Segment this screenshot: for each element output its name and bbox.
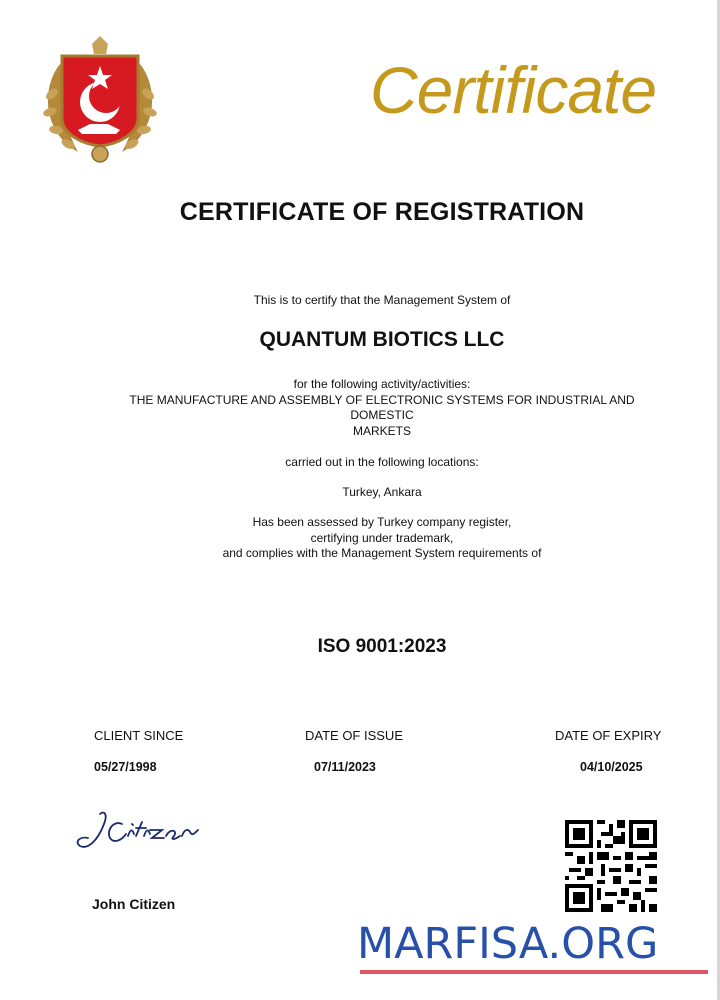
activity-line-1: THE MANUFACTURE AND ASSEMBLY OF ELECTRONIC SYSTEMS FOR INDUSTRIAL AND [129, 392, 635, 407]
client-since-label: CLIENT SINCE [94, 728, 184, 743]
qr-code-icon [565, 820, 657, 912]
assessment-line-2: certifying under trademark, [310, 530, 454, 545]
certificate-heading: Certificate [370, 53, 657, 127]
activity-lead: for the following activity/activities: [293, 377, 471, 391]
expiry-date-label: DATE OF EXPIRY [555, 728, 662, 743]
location-place: Turkey, Ankara [342, 485, 422, 499]
assessment-line-3: and complies with the Management System requirements of [222, 546, 542, 560]
intro-text: This is to certify that the Management System of [253, 293, 511, 307]
issue-date-label: DATE OF ISSUE [305, 728, 403, 743]
assessment-block [60, 515, 704, 562]
signature-image [70, 800, 210, 862]
activity-block [60, 377, 704, 439]
assessment-line-1: Has been assessed by Turkey company register, [252, 515, 512, 529]
watermark-text: MARFISA.ORG [357, 919, 659, 969]
page-title: CERTIFICATE OF REGISTRATION [179, 198, 585, 226]
signer-name: John Citizen [92, 896, 176, 912]
issue-date-value: 07/11/2023 [314, 760, 376, 774]
iso-standard: ISO 9001:2023 [317, 636, 447, 657]
turkish-army-emblem-icon [38, 34, 162, 166]
expiry-date-value: 04/10/2025 [580, 760, 643, 774]
activity-line-2: DOMESTIC [350, 408, 414, 422]
activity-line-3: MARKETS [352, 423, 411, 438]
client-since-value: 05/27/1998 [94, 760, 157, 774]
company-name: QUANTUM BIOTICS LLC [259, 328, 505, 351]
watermark-underline [360, 970, 708, 974]
locations-lead: carried out in the following locations: [285, 455, 479, 469]
